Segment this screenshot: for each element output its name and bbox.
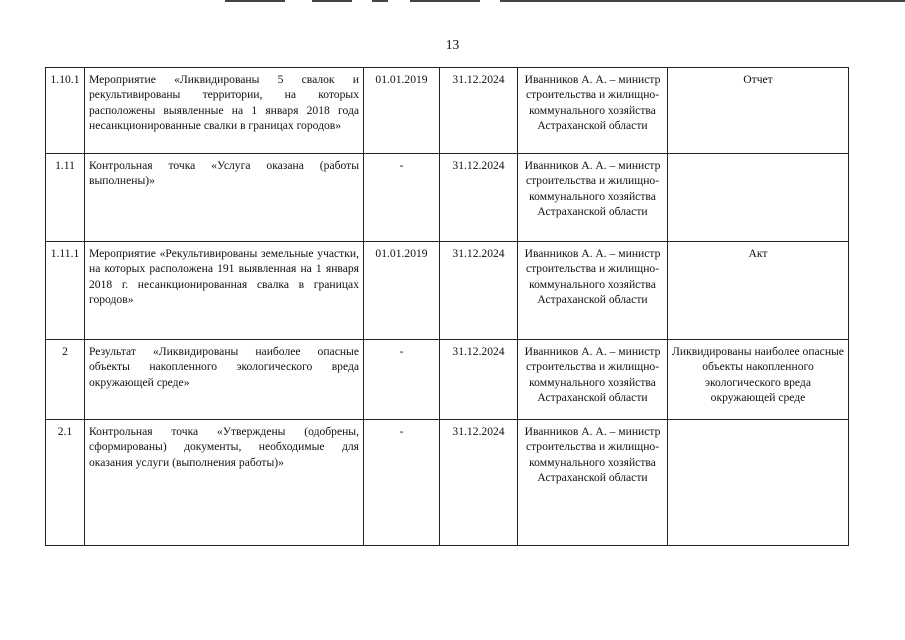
row-start-date: - <box>364 420 440 546</box>
plan-table <box>45 67 849 546</box>
row-number: 1.11 <box>46 154 85 242</box>
row-result-document: Ликвидированы наиболее опасные объекты накопленного экологического вреда окружающей среде <box>668 340 849 420</box>
row-number: 2.1 <box>46 420 85 546</box>
row-description: Мероприятие «Ликвидированы 5 свалок и рекультивированы территории, на которых расположены выявленные на 1 января 2018 года несанкционированные свалки в границах городов» <box>85 68 364 154</box>
row-responsible: Иванников А. А. – министр строительства и жилищно-коммунального хозяйства Астраханской области <box>518 420 668 546</box>
table-row <box>46 68 849 154</box>
row-description: Контрольная точка «Утверждены (одобрены, сформированы) документы, необходимые для оказания услуги (выполнения работы)» <box>85 420 364 546</box>
row-description: Контрольная точка «Услуга оказана (работы выполнены)» <box>85 154 364 242</box>
row-description: Мероприятие «Рекультивированы земельные участки, на которых расположена 191 выявленная на 1 января 2018 г. несанкционированная свалка в границах городов» <box>85 242 364 340</box>
row-result-document <box>668 420 849 546</box>
row-number: 1.11.1 <box>46 242 85 340</box>
row-end-date: 31.12.2024 <box>440 420 518 546</box>
row-number: 1.10.1 <box>46 68 85 154</box>
table-row <box>46 154 849 242</box>
row-end-date: 31.12.2024 <box>440 340 518 420</box>
row-result-document <box>668 154 849 242</box>
row-responsible: Иванников А. А. – министр строительства и жилищно-коммунального хозяйства Астраханской области <box>518 154 668 242</box>
row-responsible: Иванников А. А. – министр строительства и жилищно-коммунального хозяйства Астраханской области <box>518 242 668 340</box>
row-start-date: - <box>364 154 440 242</box>
row-result-document: Акт <box>668 242 849 340</box>
row-result-document: Отчет <box>668 68 849 154</box>
row-description: Результат «Ликвидированы наиболее опасные объекты накопленного экологического вреда окружающей среде» <box>85 340 364 420</box>
row-end-date: 31.12.2024 <box>440 68 518 154</box>
row-end-date: 31.12.2024 <box>440 154 518 242</box>
table-row <box>46 420 849 546</box>
row-end-date: 31.12.2024 <box>440 242 518 340</box>
page-number: 13 <box>445 37 460 52</box>
row-start-date: 01.01.2019 <box>364 242 440 340</box>
row-number: 2 <box>46 340 85 420</box>
table-row <box>46 242 849 340</box>
row-start-date: 01.01.2019 <box>364 68 440 154</box>
row-responsible: Иванников А. А. – министр строительства и жилищно-коммунального хозяйства Астраханской области <box>518 68 668 154</box>
row-start-date: - <box>364 340 440 420</box>
row-responsible: Иванников А. А. – министр строительства и жилищно-коммунального хозяйства Астраханской области <box>518 340 668 420</box>
top-scan-rules <box>0 0 905 4</box>
table-row <box>46 340 849 420</box>
